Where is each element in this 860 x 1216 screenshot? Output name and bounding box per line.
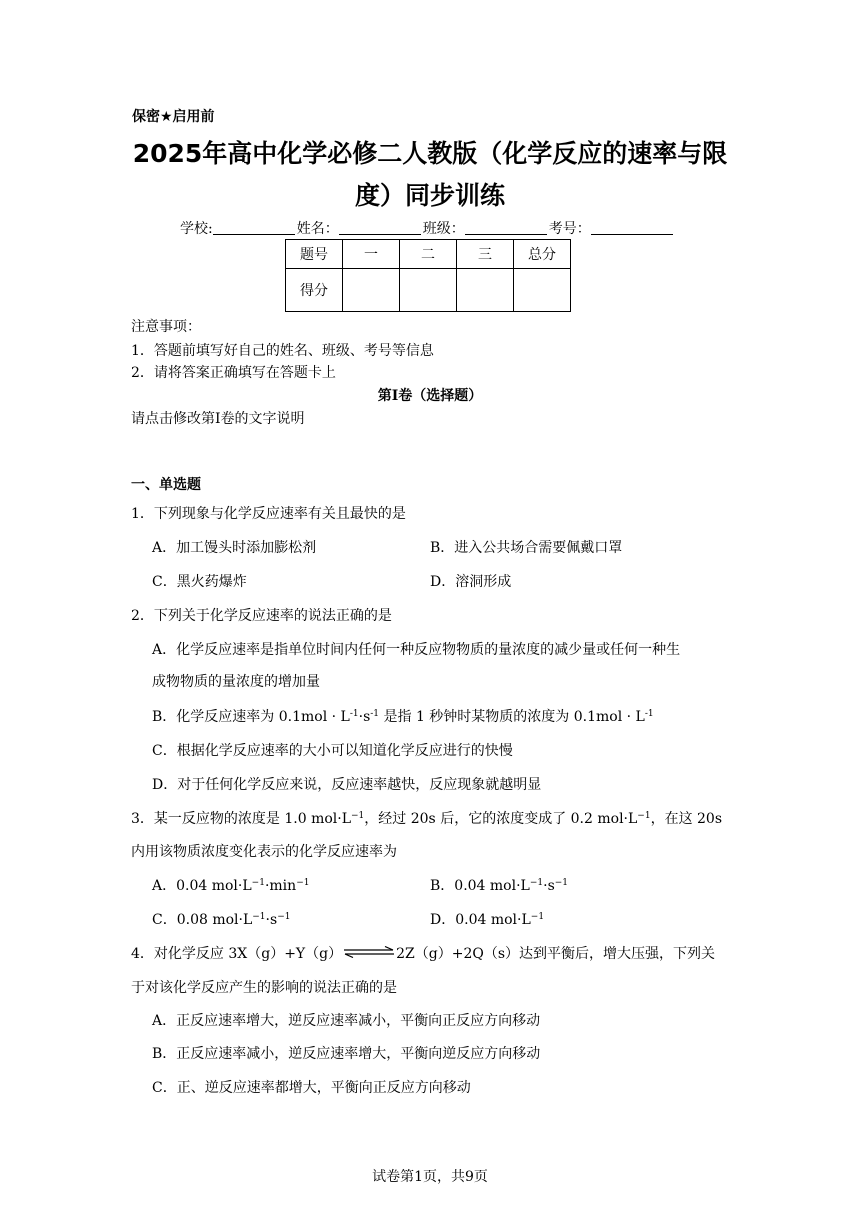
question-1-option-b: B．进入公共场合需要佩戴口罩 (430, 540, 623, 556)
question-2-option-c: C．根据化学反应速率的大小可以知道化学反应进行的快慢 (152, 743, 513, 759)
score-table (285, 239, 571, 312)
class-blank[interactable] (465, 220, 547, 235)
name-blank[interactable] (339, 220, 421, 235)
q3c-text: C．0.08 mol·L (152, 912, 253, 928)
score-cell[interactable] (514, 269, 571, 312)
exam-title-line2: 度）同步训练 (354, 181, 505, 210)
student-info-line (180, 218, 675, 238)
question-3-option-a (152, 875, 309, 895)
school-blank[interactable] (213, 220, 295, 235)
question-2-option-b (152, 706, 654, 726)
score-header-cell: 题号 (286, 240, 343, 269)
q3-text: 3．某一反应物的浓度是 1.0 mol·L (131, 811, 352, 827)
q3a-sup: −1 (251, 878, 265, 888)
q3b-text: ·s (543, 878, 555, 894)
equilibrium-arrow-icon (343, 946, 395, 958)
question-1-option-c: C．黑火药爆炸 (152, 574, 247, 590)
note-item: 1．答题前填写好自己的姓名、班级、考号等信息 (131, 343, 434, 359)
class-label: 班级： (422, 221, 465, 237)
question-2-option-d: D．对于任何化学反应来说，反应速率越快，反应现象就越明显 (152, 777, 542, 793)
q3c-sup: −1 (277, 912, 291, 922)
question-3-option-d (430, 909, 544, 929)
q3b-sup: −1 (529, 878, 544, 888)
question-4-option-a: A．正反应速率增大，逆反应速率减小，平衡向正反应方向移动 (152, 1013, 541, 1029)
question-1-stem: 1．下列现象与化学反应速率有关且最快的是 (131, 506, 406, 522)
q3a-sup: −1 (296, 878, 310, 888)
q3-sup: −1 (351, 811, 365, 821)
q2b-sup: -1 (349, 709, 359, 719)
score-cell[interactable] (343, 269, 400, 312)
q3d-sup: −1 (530, 912, 545, 922)
school-label: 学校: (180, 221, 213, 237)
q3-sup: −1 (637, 811, 651, 821)
score-cell[interactable] (457, 269, 514, 312)
section-description[interactable]: 请点击修改第I卷的文字说明 (131, 411, 305, 427)
q2b-sup: -1 (644, 709, 654, 719)
q2b-sup: -1 (370, 709, 380, 719)
question-1-option-a: A．加工馒头时添加膨松剂 (152, 540, 317, 556)
page-footer: 试卷第1页，共9页 (372, 1169, 488, 1185)
note-item: 2．请将答案正确填写在答题卡上 (131, 365, 336, 381)
score-header-cell: 总分 (514, 240, 571, 269)
q3a-text: A．0.04 mol·L (152, 878, 252, 894)
exam-title-line1: 2025年高中化学必修二人教版（化学反应的速率与限 (132, 139, 728, 168)
q3b-text: B．0.04 mol·L (430, 878, 530, 894)
exam-number-label: 考号： (548, 221, 591, 237)
score-table-header-row (286, 240, 571, 269)
part-heading: 一、单选题 (131, 477, 201, 493)
question-4-stem-line1 (131, 943, 715, 963)
question-3-option-b (430, 875, 568, 895)
q4-text: 2Z（g）+2Q（s）达到平衡后，增大压强，下列关 (396, 946, 716, 962)
question-4-option-b: B．正反应速率减小，逆反应速率增大，平衡向逆反应方向移动 (152, 1046, 541, 1062)
q3a-text: ·min (264, 878, 297, 894)
q3b-sup: −1 (554, 878, 569, 888)
q2b-text: 是指 1 秒钟时某物质的浓度为 0.1mol · L (379, 709, 645, 725)
question-2-option-a-line1: A．化学反应速率是指单位时间内任何一种反应物物质的量浓度的减少量或任何一种生 (152, 642, 681, 658)
q3-text: ，在这 20s (650, 811, 723, 827)
score-cell[interactable] (400, 269, 457, 312)
question-4-option-c: C．正、逆反应速率都增大，平衡向正反应方向移动 (152, 1080, 471, 1096)
q2b-text: ·s (358, 709, 371, 725)
question-3-stem-line1 (131, 808, 722, 828)
section-title: 第I卷（选择题） (377, 388, 483, 404)
exam-number-blank[interactable] (591, 220, 673, 235)
question-3-stem-line2: 内用该物质浓度变化表示的化学反应速率为 (131, 844, 397, 860)
notes-title: 注意事项： (131, 319, 201, 335)
q3-text: ，经过 20s 后，它的浓度变成了 0.2 mol·L (364, 811, 638, 827)
q4-text: 4．对化学反应 3X（g）+Y（g） (131, 946, 343, 962)
score-row-label: 得分 (286, 269, 343, 312)
name-label: 姓名： (296, 221, 339, 237)
q3c-text: ·s (265, 912, 278, 928)
question-4-stem-line2: 于对该化学反应产生的影响的说法正确的是 (131, 980, 397, 996)
question-2-stem: 2．下列关于化学反应速率的说法正确的是 (131, 608, 392, 624)
q3c-sup: −1 (252, 912, 266, 922)
score-table-score-row (286, 269, 571, 312)
q3d-text: D．0.04 mol·L (430, 912, 531, 928)
question-1-option-d: D．溶洞形成 (430, 574, 512, 590)
score-header-cell: 三 (457, 240, 514, 269)
question-2-option-a-line2: 成物物质的量浓度的增加量 (152, 674, 320, 690)
q2b-text: B．化学反应速率为 0.1mol · L (152, 709, 350, 725)
score-header-cell: 一 (343, 240, 400, 269)
question-3-option-c (152, 909, 290, 929)
confidential-label: 保密★启用前 (132, 109, 215, 125)
score-header-cell: 二 (400, 240, 457, 269)
